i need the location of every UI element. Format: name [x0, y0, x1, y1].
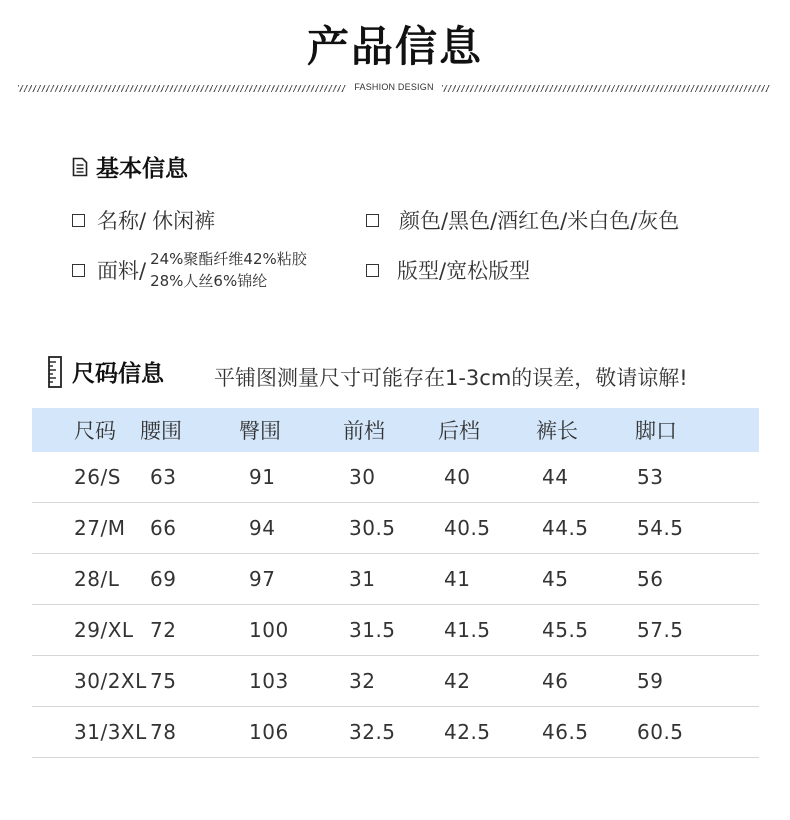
checkbox-icon [366, 214, 379, 227]
table-cell: 30/2XL [32, 656, 140, 707]
table-row [32, 656, 759, 707]
table-row [32, 605, 759, 656]
info-name [72, 205, 215, 235]
table-cell: 78 [140, 707, 239, 758]
info-color [366, 205, 679, 235]
table-cell: 46 [536, 656, 635, 707]
fabric-line-1: 24%聚酯纤维42%粘胶 [150, 250, 307, 268]
column-header: 臀围 [239, 408, 343, 452]
table-cell: 44 [536, 452, 635, 503]
divider-hatch-left [18, 85, 346, 92]
table-cell: 54.5 [635, 503, 759, 554]
info-fabric [72, 248, 307, 292]
fabric-line-2: 28%人丝6%锦纶 [150, 272, 268, 290]
table-cell: 106 [239, 707, 343, 758]
measurement-note: 平铺图测量尺寸可能存在1-3cm的误差，敬请谅解! [214, 366, 688, 390]
table-row [32, 503, 759, 554]
table-cell: 45 [536, 554, 635, 605]
table-cell: 31/3XL [32, 707, 140, 758]
title-divider [18, 81, 770, 95]
color-text: 颜色/黑色/酒红色/米白色/灰色 [399, 209, 680, 233]
document-icon [72, 157, 88, 177]
table-cell: 40 [438, 452, 536, 503]
size-info-title: 尺码信息 [72, 361, 164, 387]
table-cell: 57.5 [635, 605, 759, 656]
table-cell: 31 [343, 554, 438, 605]
divider-hatch-right [442, 85, 770, 92]
table-cell: 60.5 [635, 707, 759, 758]
table-cell: 30.5 [343, 503, 438, 554]
table-cell: 97 [239, 554, 343, 605]
table-cell: 28/L [32, 554, 140, 605]
name-label: 名称/ [97, 209, 147, 233]
column-header: 脚口 [635, 408, 759, 452]
table-cell: 44.5 [536, 503, 635, 554]
table-cell: 29/XL [32, 605, 140, 656]
table-cell: 41 [438, 554, 536, 605]
column-header: 尺码 [32, 408, 140, 452]
column-header: 裤长 [536, 408, 635, 452]
table-cell: 32 [343, 656, 438, 707]
checkbox-icon [72, 214, 85, 227]
page-title: 产品信息 [306, 22, 483, 71]
column-header: 前档 [343, 408, 438, 452]
table-cell: 75 [140, 656, 239, 707]
fabric-label: 面料/ [97, 259, 147, 283]
table-cell: 42.5 [438, 707, 536, 758]
table-cell: 59 [635, 656, 759, 707]
column-header: 腰围 [140, 408, 239, 452]
table-cell: 26/S [32, 452, 140, 503]
table-cell: 94 [239, 503, 343, 554]
table-cell: 40.5 [438, 503, 536, 554]
size-table [32, 408, 759, 758]
column-header: 后档 [438, 408, 536, 452]
table-cell: 46.5 [536, 707, 635, 758]
basic-info-heading [72, 150, 188, 183]
table-cell: 32.5 [343, 707, 438, 758]
table-cell: 53 [635, 452, 759, 503]
fit-text: 版型/宽松版型 [397, 259, 531, 283]
table-cell: 42 [438, 656, 536, 707]
table-row [32, 452, 759, 503]
size-table-header [32, 408, 759, 452]
divider-caption: FASHION DESIGN [354, 82, 434, 92]
table-cell: 45.5 [536, 605, 635, 656]
table-cell: 30 [343, 452, 438, 503]
table-cell: 103 [239, 656, 343, 707]
table-cell: 66 [140, 503, 239, 554]
table-cell: 100 [239, 605, 343, 656]
table-cell: 41.5 [438, 605, 536, 656]
checkbox-icon [366, 264, 379, 277]
info-fit [366, 255, 530, 285]
table-row [32, 554, 759, 605]
fabric-detail [150, 248, 307, 292]
size-info-heading [48, 355, 164, 388]
table-cell: 56 [635, 554, 759, 605]
ruler-icon [48, 356, 62, 388]
name-value: 休闲裤 [152, 209, 216, 233]
table-row [32, 707, 759, 758]
table-cell: 31.5 [343, 605, 438, 656]
table-cell: 72 [140, 605, 239, 656]
table-cell: 91 [239, 452, 343, 503]
table-cell: 69 [140, 554, 239, 605]
checkbox-icon [72, 264, 85, 277]
basic-info-title: 基本信息 [96, 156, 188, 182]
table-cell: 27/M [32, 503, 140, 554]
table-cell: 63 [140, 452, 239, 503]
